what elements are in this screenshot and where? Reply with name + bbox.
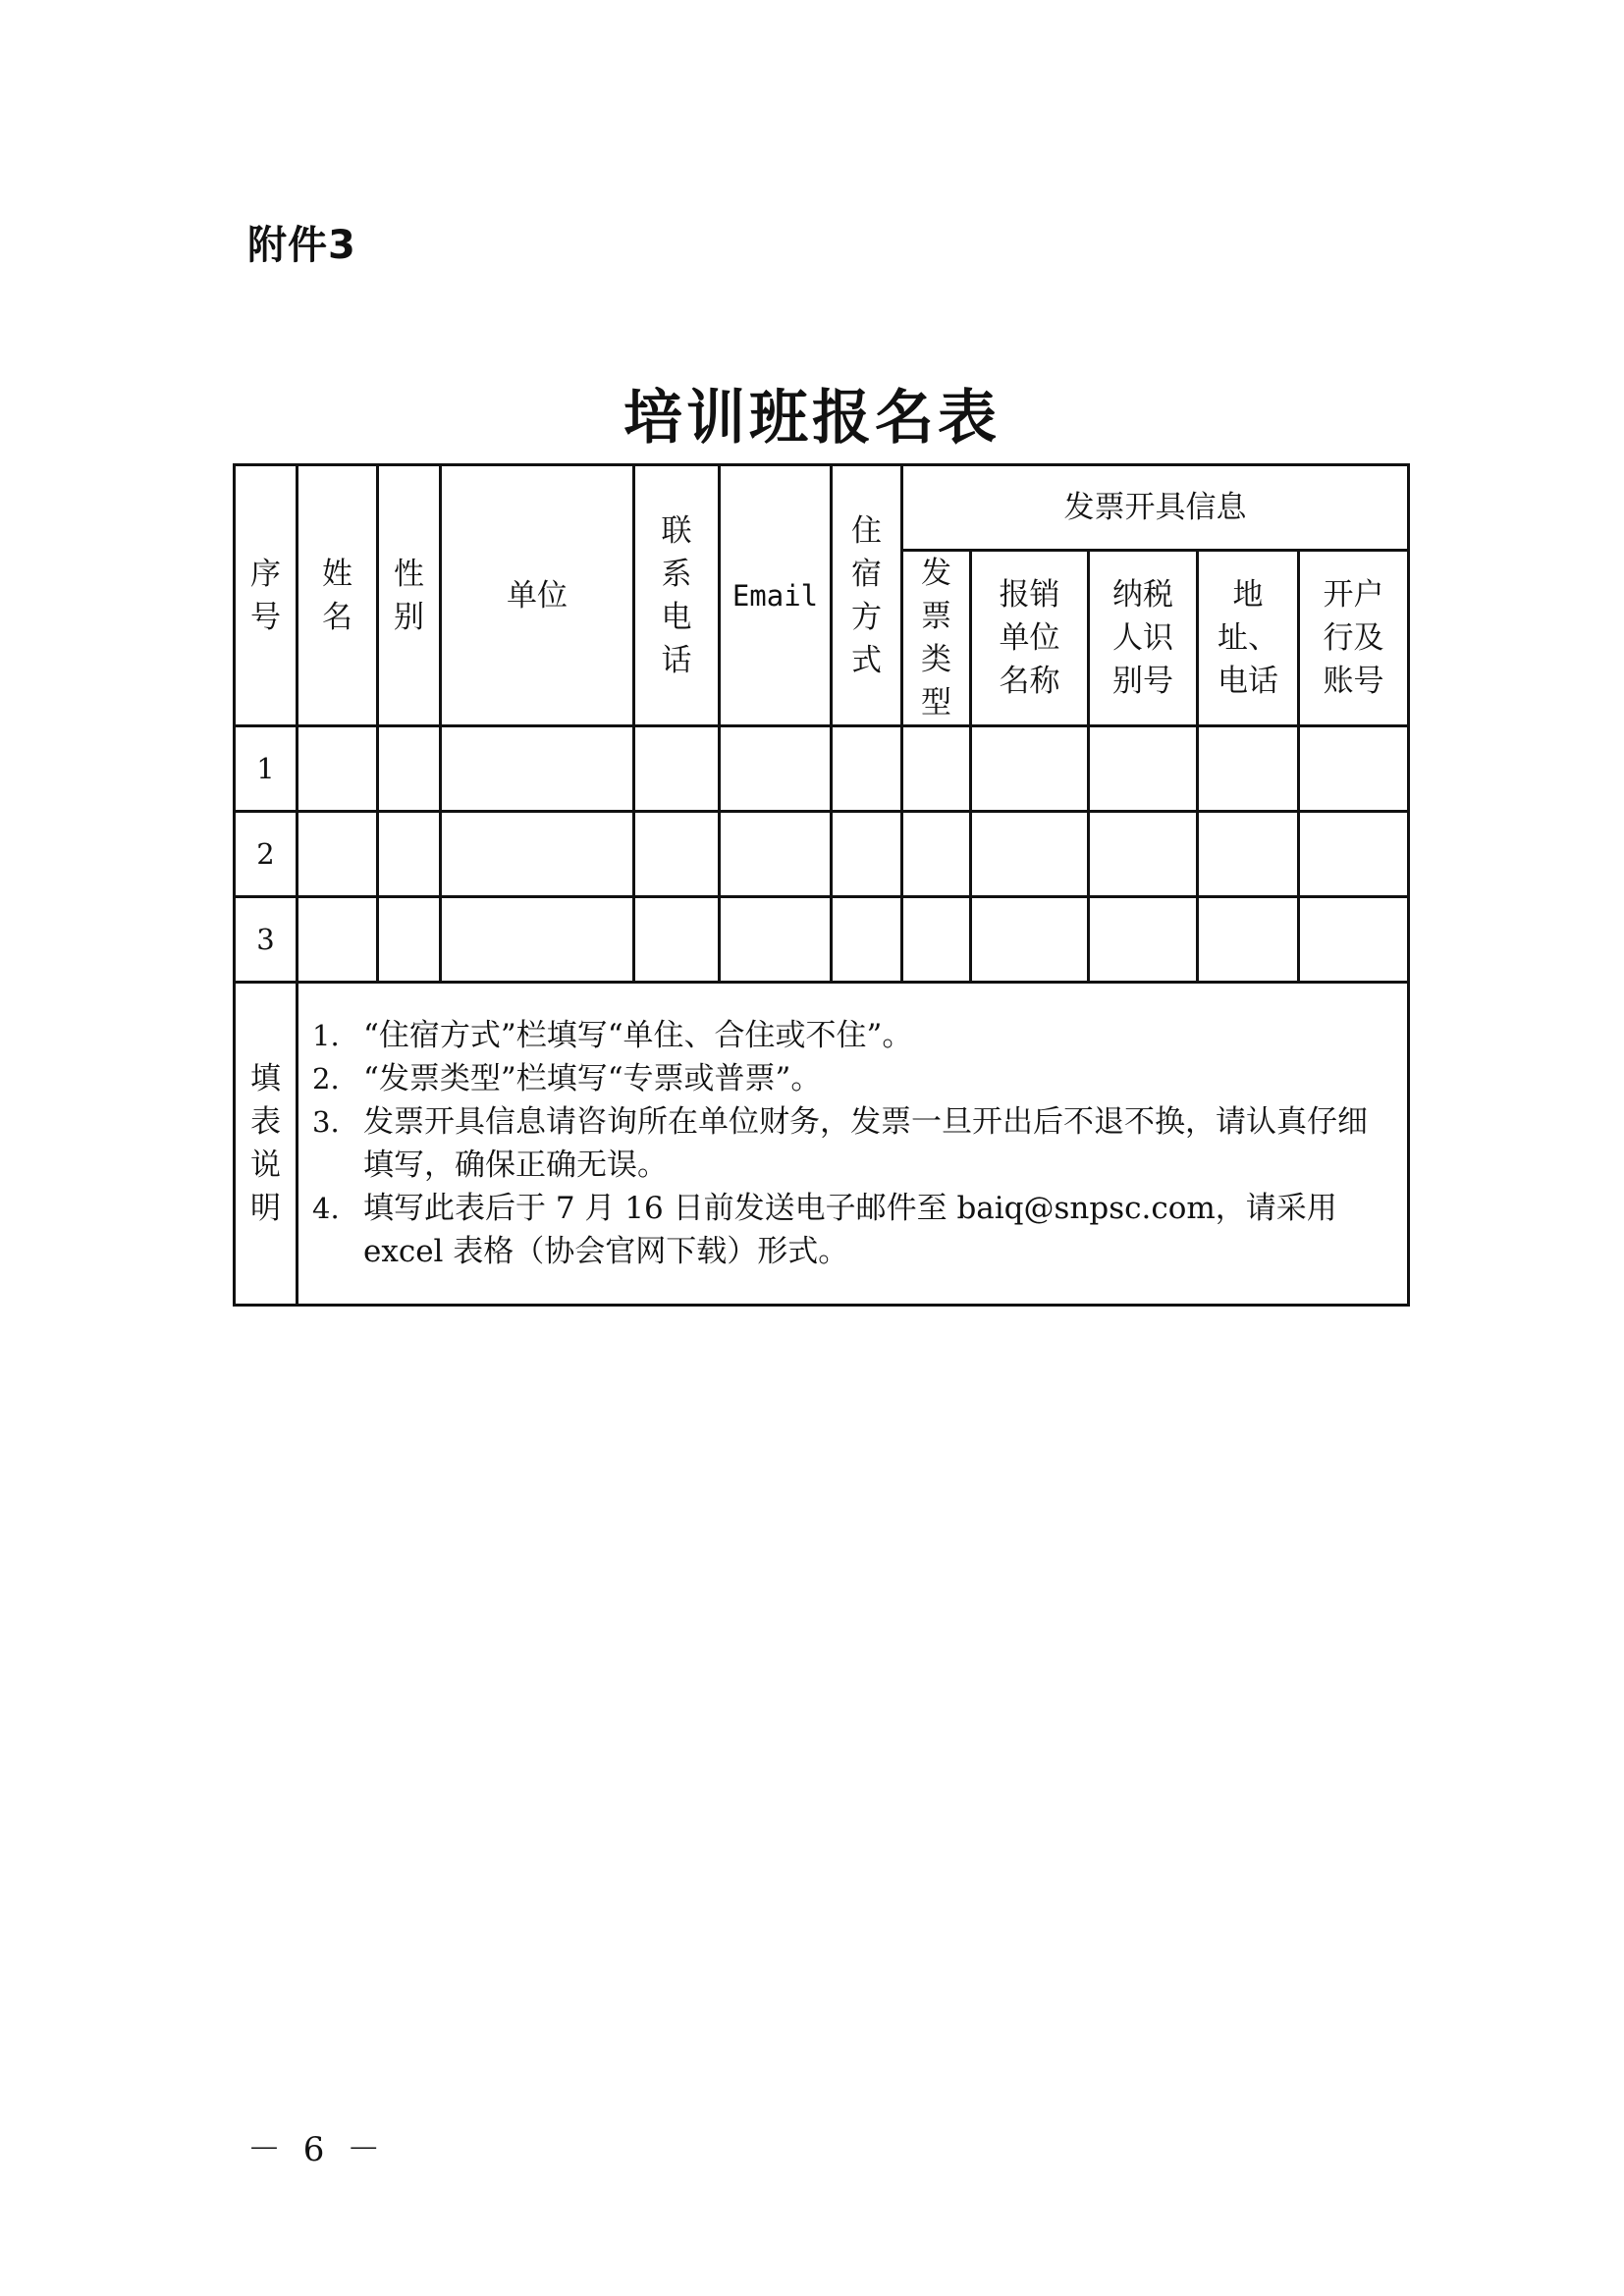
cell-email[interactable] bbox=[720, 897, 832, 983]
cell-address-phone[interactable] bbox=[1198, 897, 1299, 983]
registration-table bbox=[233, 463, 1410, 1307]
notes-label: 填表说明 bbox=[235, 983, 298, 1306]
cell-bank-account[interactable] bbox=[1299, 812, 1409, 897]
header-unit: 单位 bbox=[441, 465, 634, 726]
cell-unit[interactable] bbox=[441, 812, 634, 897]
cell-invoice-type[interactable] bbox=[902, 897, 971, 983]
cell-gender[interactable] bbox=[378, 726, 441, 812]
header-tax-id: 纳税人识别号 bbox=[1089, 551, 1198, 726]
header-address-phone: 地址、电话 bbox=[1198, 551, 1299, 726]
table-row bbox=[235, 726, 1409, 812]
cell-bank-account[interactable] bbox=[1299, 726, 1409, 812]
row-seq: 2 bbox=[235, 812, 298, 897]
header-seq: 序号 bbox=[235, 465, 298, 726]
cell-invoice-type[interactable] bbox=[902, 812, 971, 897]
cell-address-phone[interactable] bbox=[1198, 812, 1299, 897]
header-name: 姓名 bbox=[298, 465, 378, 726]
header-row-1 bbox=[235, 465, 1409, 551]
row-seq: 1 bbox=[235, 726, 298, 812]
cell-gender[interactable] bbox=[378, 897, 441, 983]
table-row bbox=[235, 897, 1409, 983]
header-invoice-info: 发票开具信息 bbox=[902, 465, 1409, 551]
cell-gender[interactable] bbox=[378, 812, 441, 897]
cell-name[interactable] bbox=[298, 897, 378, 983]
cell-tax-id[interactable] bbox=[1089, 726, 1198, 812]
cell-unit[interactable] bbox=[441, 897, 634, 983]
table-row bbox=[235, 812, 1409, 897]
page-number: － 6 － bbox=[247, 2130, 387, 2169]
header-lodging: 住宿方式 bbox=[832, 465, 902, 726]
header-gender: 性别 bbox=[378, 465, 441, 726]
note-item: 2. “发票类型”栏填写“专票或普票”。 bbox=[312, 1061, 822, 1096]
cell-phone[interactable] bbox=[634, 726, 720, 812]
header-bank-account: 开户行及账号 bbox=[1299, 551, 1409, 726]
cell-name[interactable] bbox=[298, 812, 378, 897]
cell-address-phone[interactable] bbox=[1198, 726, 1299, 812]
cell-reimburse-unit[interactable] bbox=[971, 726, 1089, 812]
cell-lodging[interactable] bbox=[832, 812, 902, 897]
cell-tax-id[interactable] bbox=[1089, 897, 1198, 983]
cell-lodging[interactable] bbox=[832, 897, 902, 983]
row-seq: 3 bbox=[235, 897, 298, 983]
cell-phone[interactable] bbox=[634, 897, 720, 983]
header-phone: 联系电话 bbox=[634, 465, 720, 726]
cell-bank-account[interactable] bbox=[1299, 897, 1409, 983]
note-item: 4. 填写此表后于 7 月 16 日前发送电子邮件至 baiq@snpsc.com，请采用 excel 表格（协会官网下载）形式。 bbox=[312, 1191, 1337, 1269]
header-invoice-type: 发票类型 bbox=[902, 551, 971, 726]
cell-lodging[interactable] bbox=[832, 726, 902, 812]
cell-email[interactable] bbox=[720, 812, 832, 897]
cell-invoice-type[interactable] bbox=[902, 726, 971, 812]
cell-name[interactable] bbox=[298, 726, 378, 812]
cell-reimburse-unit[interactable] bbox=[971, 897, 1089, 983]
cell-reimburse-unit[interactable] bbox=[971, 812, 1089, 897]
cell-email[interactable] bbox=[720, 726, 832, 812]
attachment-label: 附件3 bbox=[247, 223, 356, 268]
cell-tax-id[interactable] bbox=[1089, 812, 1198, 897]
header-reimburse-unit: 报销单位名称 bbox=[971, 551, 1089, 726]
notes-row bbox=[235, 983, 1409, 1306]
cell-unit[interactable] bbox=[441, 726, 634, 812]
note-item: 3. 发票开具信息请咨询所在单位财务，发票一旦开出后不退不换，请认真仔细填写，确保正确无误。 bbox=[312, 1104, 1368, 1183]
notes-content bbox=[298, 983, 1409, 1306]
header-email: Email bbox=[720, 465, 832, 726]
form-title: 培训班报名表 bbox=[623, 384, 1001, 453]
note-item: 1. “住宿方式”栏填写“单住、合住或不住”。 bbox=[312, 1018, 913, 1053]
cell-phone[interactable] bbox=[634, 812, 720, 897]
